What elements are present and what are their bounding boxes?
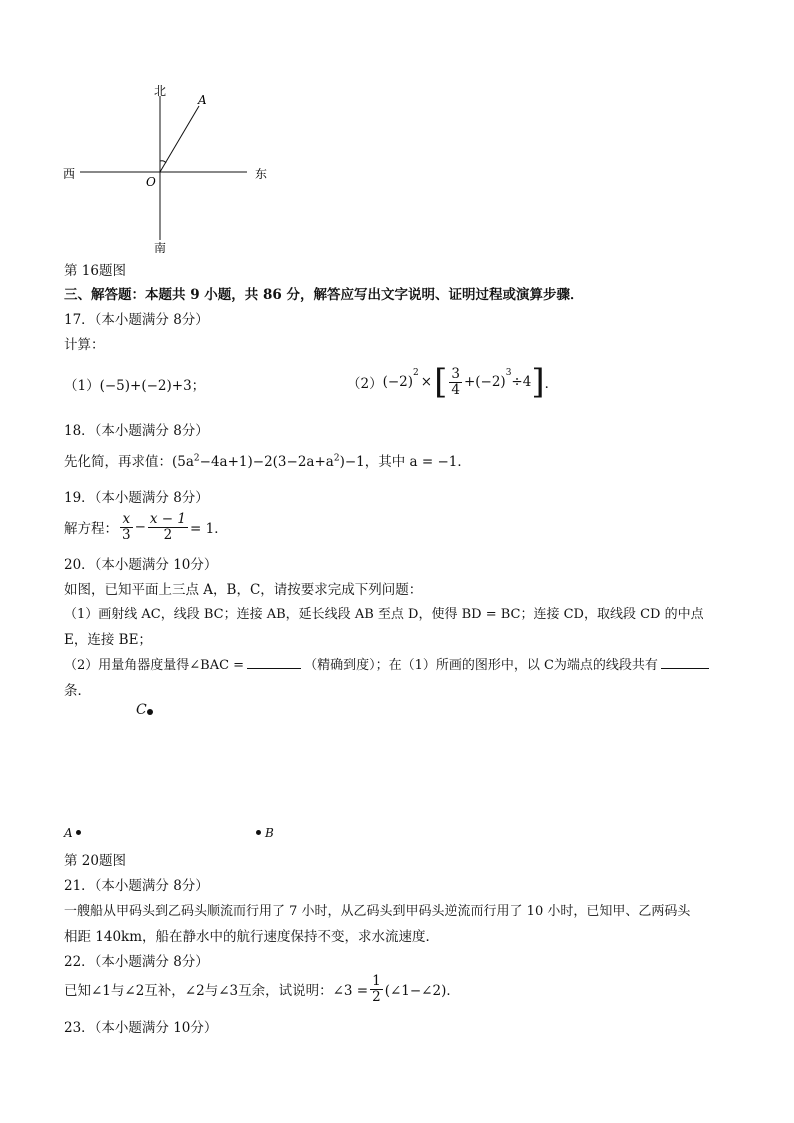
q20-part2 <box>64 654 712 673</box>
q20-p2-b: （精确到度）；在（1）所画的图形中，以 C为端点的线段共有 <box>304 658 658 673</box>
q20-header: 20．（本小题满分 10分） <box>64 557 218 573</box>
q18-header: 18．（本小题满分 8分） <box>64 423 209 439</box>
q19-fraction-2 <box>148 512 188 541</box>
q18-exp1: 2 <box>193 453 200 464</box>
q17-p2-frac-den: 4 <box>451 381 460 398</box>
q19-f2-num: x − 1 <box>149 511 187 528</box>
q17-p1-label: （1） <box>64 378 100 394</box>
q20-p2-a: （2）用量角器度量得∠BAC = <box>64 658 245 673</box>
q17-p2-fraction <box>449 367 462 396</box>
fig20-label-a: A <box>64 826 73 840</box>
q17-part2 <box>347 362 558 402</box>
q20-part1-line1: （1）画射线 AC，线段 BC；连接 AB，延长线段 AB 至点 D，使得 BD = BC；连接 CD，取线段 CD 的中点 <box>64 607 704 622</box>
q18-expr-a: (5a <box>172 454 194 470</box>
q18-exp2: 2 <box>333 453 340 464</box>
q20-part2-end: 条． <box>64 683 91 699</box>
label-origin: O <box>146 175 156 189</box>
q18-expr-c: )−1， <box>339 454 379 470</box>
label-south: 南 <box>154 241 167 255</box>
q17-p2-exp: 2 <box>413 368 419 378</box>
q17-intro: 计算： <box>64 337 105 353</box>
q22-fraction <box>370 974 383 1003</box>
fig20-label-b: B <box>265 826 274 840</box>
q17-header: 17．（本小题满分 8分） <box>64 312 209 328</box>
q18-body <box>64 450 471 470</box>
q19-minus: − <box>134 519 146 535</box>
fig20-dot-b <box>256 830 261 835</box>
label-west: 西 <box>63 167 76 181</box>
fig20-caption: 第 20题图 <box>64 853 126 869</box>
fig20-label-c: C <box>136 702 147 718</box>
label-north: 北 <box>154 84 167 98</box>
q17-p2-mid: × <box>420 374 433 390</box>
q19-body <box>64 508 228 546</box>
q17-p2-label: （2） <box>347 376 383 392</box>
q20-answer-blank-angle[interactable] <box>247 656 301 669</box>
q18-condition: 其中 a = −1． <box>378 454 471 470</box>
q22-body <box>64 970 460 1008</box>
fig16-caption: 第 16题图 <box>64 263 126 279</box>
q18-expr-b: −4a+1)−2(3−2a+a <box>199 454 334 470</box>
q22-frac-den: 2 <box>372 988 381 1005</box>
q17-p2-post-b: ÷4 <box>511 374 532 390</box>
q21-line2: 相距 140km，船在静水中的航行速度保持不变，求水流速度． <box>64 929 440 945</box>
section3-heading: 三、解答题：本题共 9 小题，共 86 分，解答应写出文字说明、证明过程或演算步骤． <box>64 287 584 303</box>
q17-p2-frac-num: 3 <box>451 366 460 383</box>
q21-header: 21．（本小题满分 8分） <box>64 878 209 894</box>
q17-bracket-left: [ <box>434 362 448 402</box>
q17-p2-end: ． <box>544 376 559 392</box>
q22-header: 22．（本小题满分 8分） <box>64 954 209 970</box>
q17-p2-exp2: 3 <box>505 368 512 378</box>
q19-rhs: = 1． <box>190 521 228 537</box>
q20-answer-blank-count[interactable] <box>661 656 709 669</box>
q20-part1-line2: E，连接 BE； <box>64 632 152 648</box>
q19-f1-num: x <box>120 512 133 527</box>
label-point-a: A <box>198 93 207 107</box>
q17-p2-post-a: +(−2) <box>463 374 506 390</box>
label-east: 东 <box>255 167 268 181</box>
q19-header: 19．（本小题满分 8分） <box>64 490 209 506</box>
q19-lead: 解方程： <box>64 521 118 537</box>
q20-intro: 如图，已知平面上三点 A，B，C，请按要求完成下列问题： <box>64 582 423 598</box>
fig20-dot-a <box>76 830 81 835</box>
q19-f2-den: 2 <box>163 526 173 543</box>
q21-line1: 一艘船从甲码头到乙码头顺流而行用了 7 小时，从乙码头到甲码头逆流而行用了 10 小时，已知甲、乙两码头 <box>64 904 691 919</box>
q22-lead: 已知∠1与∠2互补，∠2与∠3互余，试说明：∠3 = <box>64 983 369 999</box>
q23-header: 23．（本小题满分 10分） <box>64 1020 218 1036</box>
q18-lead: 先化简，再求值： <box>64 454 172 470</box>
q17-p2-pre: (−2) <box>382 374 414 390</box>
compass-diagram <box>55 82 285 257</box>
q22-frac-num: 1 <box>372 973 381 990</box>
q19-f1-den: 3 <box>122 526 131 543</box>
q17-bracket-right: ] <box>531 362 545 402</box>
q17-p1-expr: (−5)+(−2)+3； <box>99 378 206 394</box>
q22-tail: (∠1−∠2)． <box>384 983 460 999</box>
q17-part1 <box>64 374 205 394</box>
q19-fraction-1 <box>120 512 133 541</box>
fig20-dot-c <box>147 709 153 715</box>
